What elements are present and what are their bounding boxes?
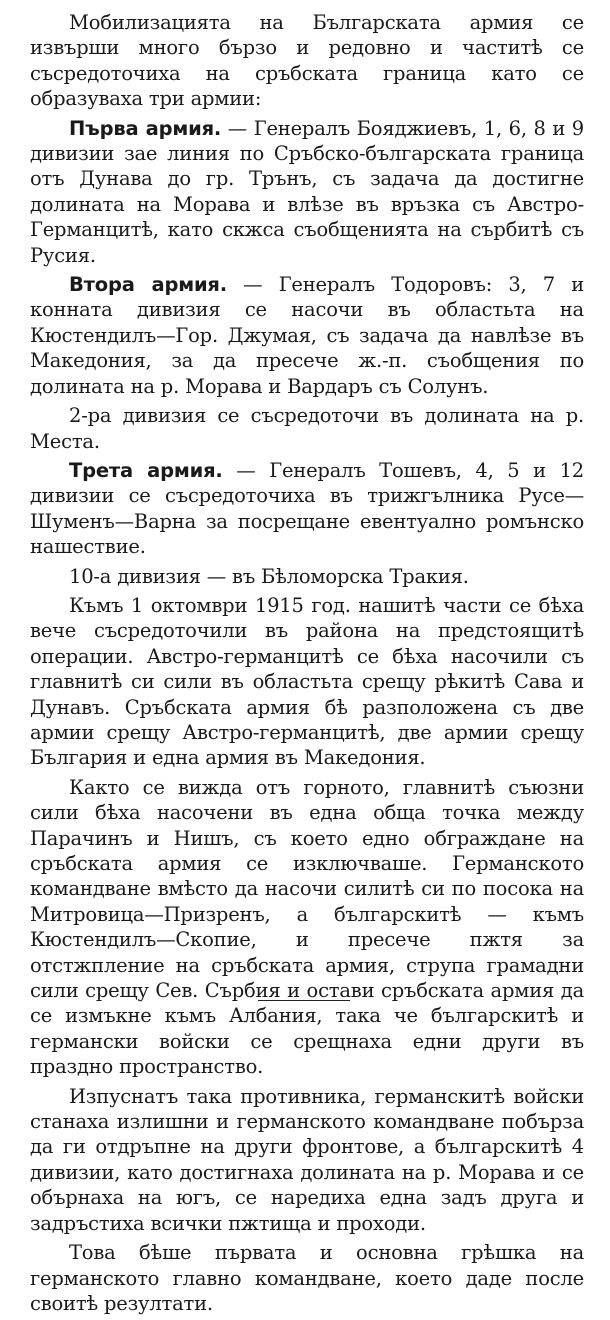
- paragraph-allied-forces: [30, 775, 584, 1080]
- paragraph-second-division: [30, 403, 584, 454]
- paragraph-first-army: [30, 116, 584, 268]
- paragraph-tenth-division: [30, 564, 584, 589]
- document-page: [30, 10, 584, 1320]
- paragraph-text: — Генералъ Тошевъ, 4, 5 и 12 дивизии се съсредоточиха въ трижгълника Русе—Шуменъ—Варна за посрещане евентуално ромънско нашествие.: [30, 458, 584, 559]
- paragraph-text: Както се вижда отъ горното, главнитѣ съюзни сили бѣха насочени въ една обща точка между Парачинъ и Нишъ, съ което едно обграждане на сръбската армия се изключваше. Германското командване вмѣсто да насочи силитѣ си по посока на Митровица—Призренъ, а българскитѣ — къмъ Кюстендилъ—Скопие, и пресече пжтя за отстжпление на сръбската армия, струпа грамадни сили срещу Сев. Сърбия и остави сръбската армия да се измъкне къмъ Албания, така че българскитѣ и германски войски се срещнаха едни други въ праздно пространство.: [30, 775, 584, 1079]
- paragraph-text: — Генералъ Бояджиевъ, 1, 6, 8 и 9 дивизии зае линия по Сръбско-българската граница отъ Дунава до гр. Трънъ, съ задача да достигне долината на Морава и влѣзе въ връзка съ Австро-Германцитѣ, като скжса съобщенията на сърбитѣ съ Русия.: [30, 116, 584, 267]
- paragraph-text: Мобилизацията на Българската армия се извърши много бързо и редовно и частитѣ се съсредоточиха на сръбската граница като се образуваха три армии:: [30, 11, 584, 111]
- paragraph-text: 10-а дивизия — въ Бѣломорска Тракия.: [69, 564, 469, 588]
- paragraph-text: Това бѣше първата и основна грѣшка на германското главно командване, което даде после своитѣ резултати.: [30, 1241, 584, 1315]
- paragraph-third-army: [30, 458, 584, 560]
- paragraph-text: 2-ра дивизия се съсредоточи въ долината на р. Места.: [30, 404, 584, 453]
- paragraph-text: — Генералъ Тодоровъ: 3, 7 и конната дивизия се насочи въ областьта на Кюстендилъ—Гор. Джумая, съ задача да навлѣзе въ Македония, за да пресече ж.-п. съобщения по долината на р. Морава и Вардаръ съ Солунъ.: [30, 273, 584, 398]
- paragraph-october-1915: [30, 593, 584, 771]
- paragraph-second-army: [30, 272, 584, 399]
- paragraph-mobilization: [30, 10, 584, 112]
- paragraph-released-enemy: [30, 1084, 584, 1236]
- paragraph-main-mistake: [30, 1240, 584, 1316]
- army-heading-first: Първа армия.: [69, 116, 222, 140]
- paragraph-text: Изпуснатъ така противника, германскитѣ войски станаха излишни и германското командване побърза да ги отдръпне на други фронтове, а българскитѣ 4 дивизии, като достигнаха долината на р. Морава и се обърнаха на югъ, се наредиха една задъ друга и задръстиха всички пжтища и проходи.: [30, 1084, 584, 1235]
- army-heading-second: Втора армия.: [69, 273, 227, 297]
- army-heading-third: Трета армия.: [69, 458, 223, 482]
- paragraph-text: Къмъ 1 октомври 1915 год. нашитѣ части се бѣха вече съсредоточили въ района на предстоящитѣ операции. Австро-германцитѣ се бѣха насочили съ главнитѣ си сили въ областьта срещу рѣкитѣ Сава и Дунавъ. Сръбската армия бѣ разположена съ две армии срещу Австро-германцитѣ, две армии срещу България и една армия въ Македония.: [30, 593, 584, 770]
- section-end-rule: [258, 1000, 350, 1001]
